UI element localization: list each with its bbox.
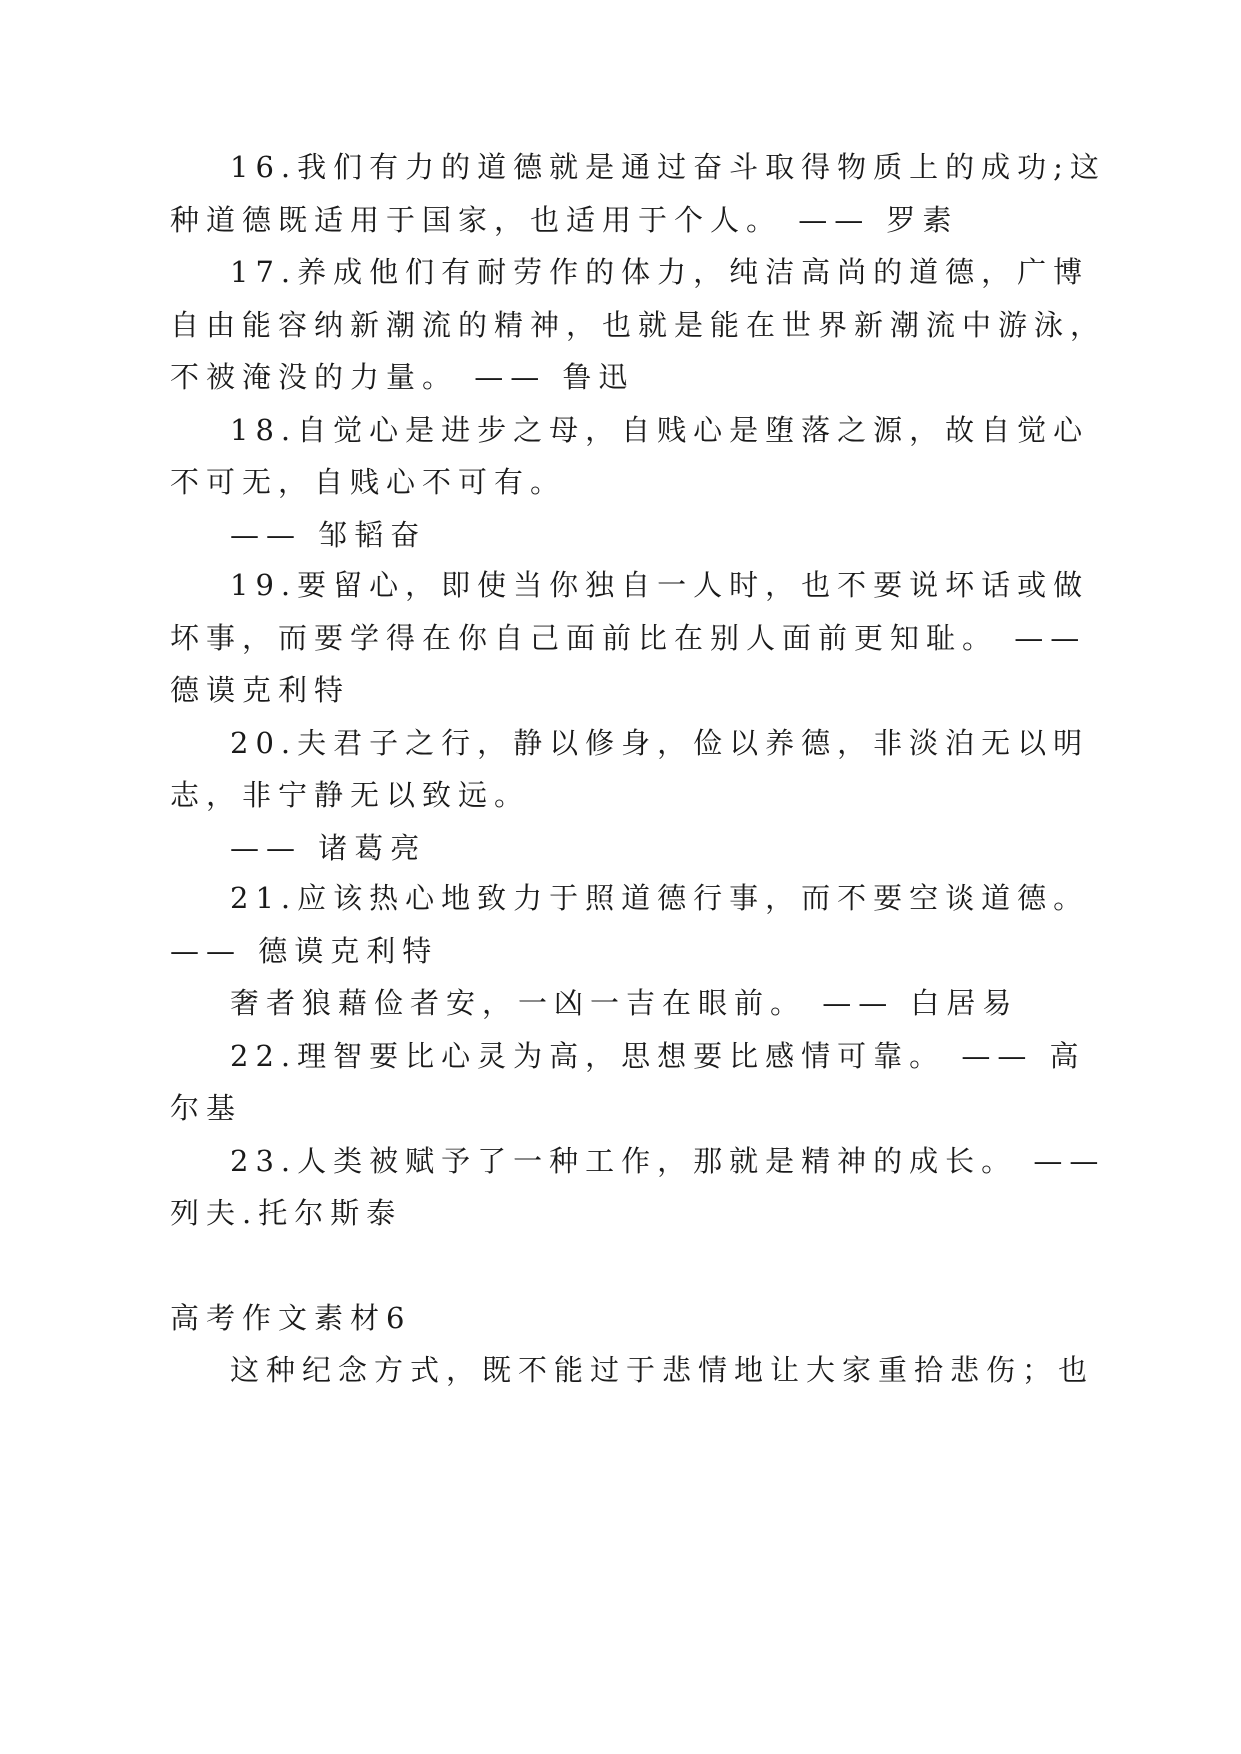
text-line: 奢者狼藉俭者安，一凶一吉在眼前。 —— 白居易 bbox=[230, 986, 1019, 1020]
text-line: 自由能容纳新潮流的精神，也就是能在世界新潮流中游泳， bbox=[170, 308, 1107, 342]
text-line: 16.我们有力的道德就是通过奋斗取得物质上的成功;这 bbox=[230, 150, 1106, 184]
text-line: 不可无，自贱心不可有。 bbox=[170, 465, 567, 499]
section-heading: 高考作文素材6 bbox=[170, 1301, 412, 1335]
text-line: 18.自觉心是进步之母，自贱心是堕落之源，故自觉心 bbox=[230, 413, 1090, 447]
text-line: 这种纪念方式，既不能过于悲情地让大家重拾悲伤；也 bbox=[230, 1353, 1095, 1387]
text-line: 尔基 bbox=[170, 1091, 243, 1125]
text-line: 20.夫君子之行，静以修身，俭以养德，非淡泊无以明 bbox=[230, 726, 1090, 760]
text-line: 22.理智要比心灵为高，思想要比感情可靠。 —— 高 bbox=[230, 1039, 1086, 1073]
text-line: 不被淹没的力量。 —— 鲁迅 bbox=[170, 360, 635, 394]
text-line: 坏事，而要学得在你自己面前比在别人面前更知耻。 —— bbox=[170, 621, 1087, 655]
text-line: 21.应该热心地致力于照道德行事，而不要空谈道德。 bbox=[230, 881, 1090, 915]
text-line: 德谟克利特 bbox=[170, 673, 351, 707]
text-line: 19.要留心，即使当你独自一人时，也不要说坏话或做 bbox=[230, 568, 1090, 602]
text-line: 种道德既适用于国家，也适用于个人。 —— 罗素 bbox=[170, 203, 959, 237]
text-line: 志，非宁静无以致远。 bbox=[170, 778, 531, 812]
text-line: 17.养成他们有耐劳作的体力，纯洁高尚的道德，广博 bbox=[230, 255, 1090, 289]
text-line: 列夫.托尔斯泰 bbox=[170, 1196, 403, 1230]
text-line: —— 德谟克利特 bbox=[170, 934, 439, 968]
text-line: —— 邹韬奋 bbox=[230, 518, 427, 552]
text-line: 23.人类被赋予了一种工作，那就是精神的成长。 —— bbox=[230, 1144, 1106, 1178]
text-line: —— 诸葛亮 bbox=[230, 831, 427, 865]
